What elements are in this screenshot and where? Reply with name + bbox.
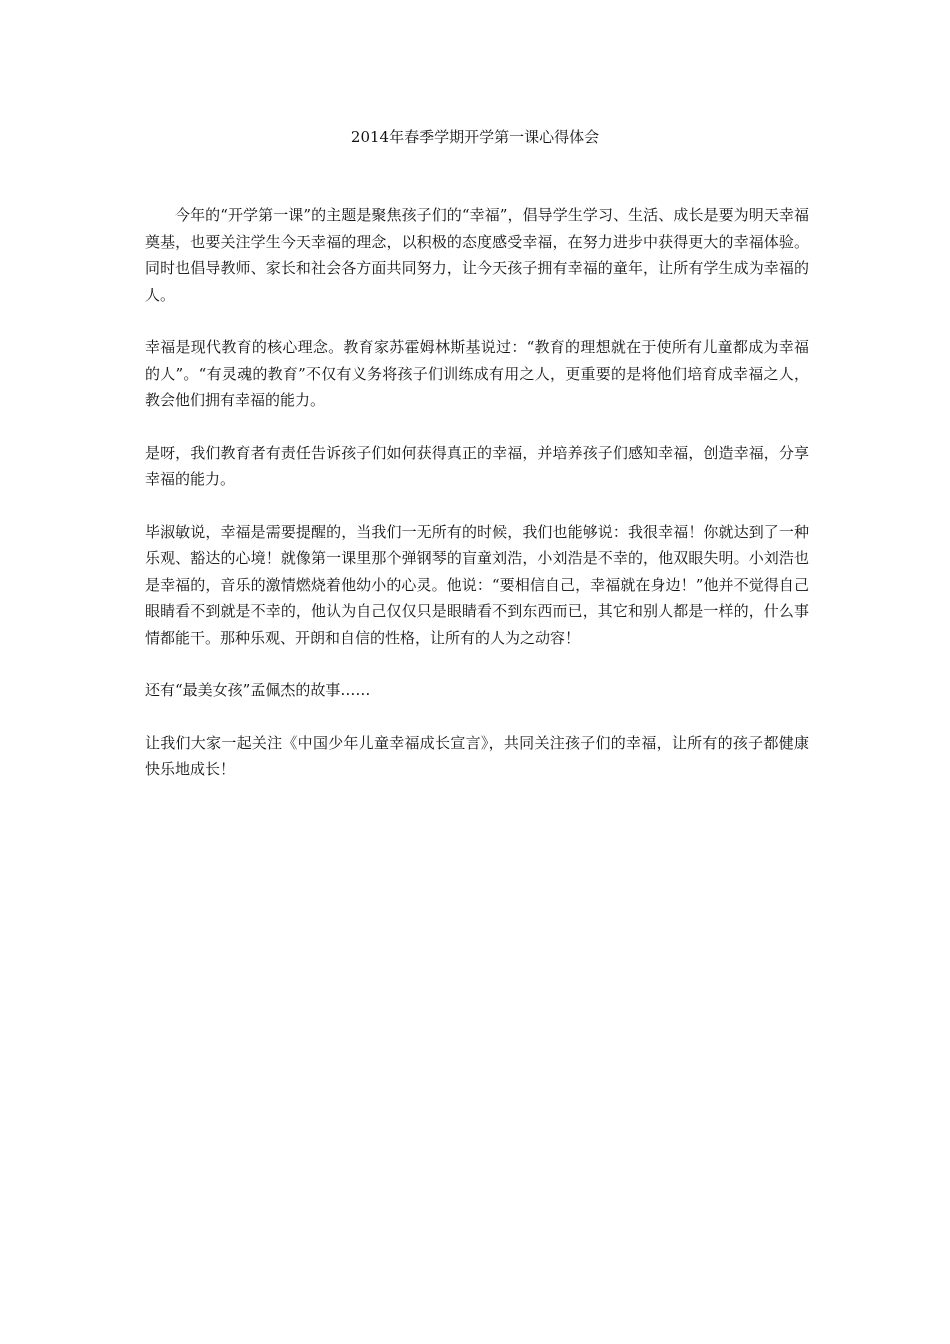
paragraph-5: 还有“最美女孩”孟佩杰的故事…… bbox=[145, 681, 371, 699]
document-title: 2014年春季学期开学第一课心得体会 bbox=[350, 128, 600, 146]
paragraph-4: 毕淑敏说，幸福是需要提醒的，当我们一无所有的时候，我们也能够说：我很幸福！你就达到了一种乐观、豁达的心境！就像第一课里那个弹钢琴的盲童刘浩，小刘浩是不幸的，他双眼失明。小刘浩也是幸福的，音乐的激情燃烧着他幼小的心灵。他说：“要相信自己，幸福就在身边！”他并不觉得自己眼睛看不到就是不幸的，他认为自己仅仅只是眼睛看不到东西而已，其它和别人都是一样的，什么事情都能干。那种乐观、开朗和自信的性格，让所有的人为之动容！ bbox=[145, 522, 809, 647]
paragraph-3: 是呀，我们教育者有责任告诉孩子们如何获得真正的幸福，并培养孩子们感知幸福，创造幸福，分享幸福的能力。 bbox=[145, 443, 809, 488]
document-body bbox=[145, 202, 809, 809]
paragraph-2: 幸福是现代教育的核心理念。教育家苏霍姆林斯基说过：“教育的理想就在于使所有儿童都成为幸福的人”。“有灵魂的教育”不仅有义务将孩子们训练成有用之人，更重要的是将他们培育成幸福之人，教会他们拥有幸福的能力。 bbox=[145, 338, 809, 409]
paragraph-6: 让我们大家一起关注《中国少年儿童幸福成长宣言》，共同关注孩子们的幸福，让所有的孩子都健康快乐地成长！ bbox=[145, 733, 809, 778]
paragraph-1: 今年的“开学第一课”的主题是聚焦孩子们的“幸福”，倡导学生学习、生活、成长是要为明天幸福奠基，也要关注学生今天幸福的理念，以积极的态度感受幸福，在努力进步中获得更大的幸福体验。同时也倡导教师、家长和社会各方面共同努力，让今天孩子拥有幸福的童年，让所有学生成为幸福的人。 bbox=[145, 206, 809, 304]
